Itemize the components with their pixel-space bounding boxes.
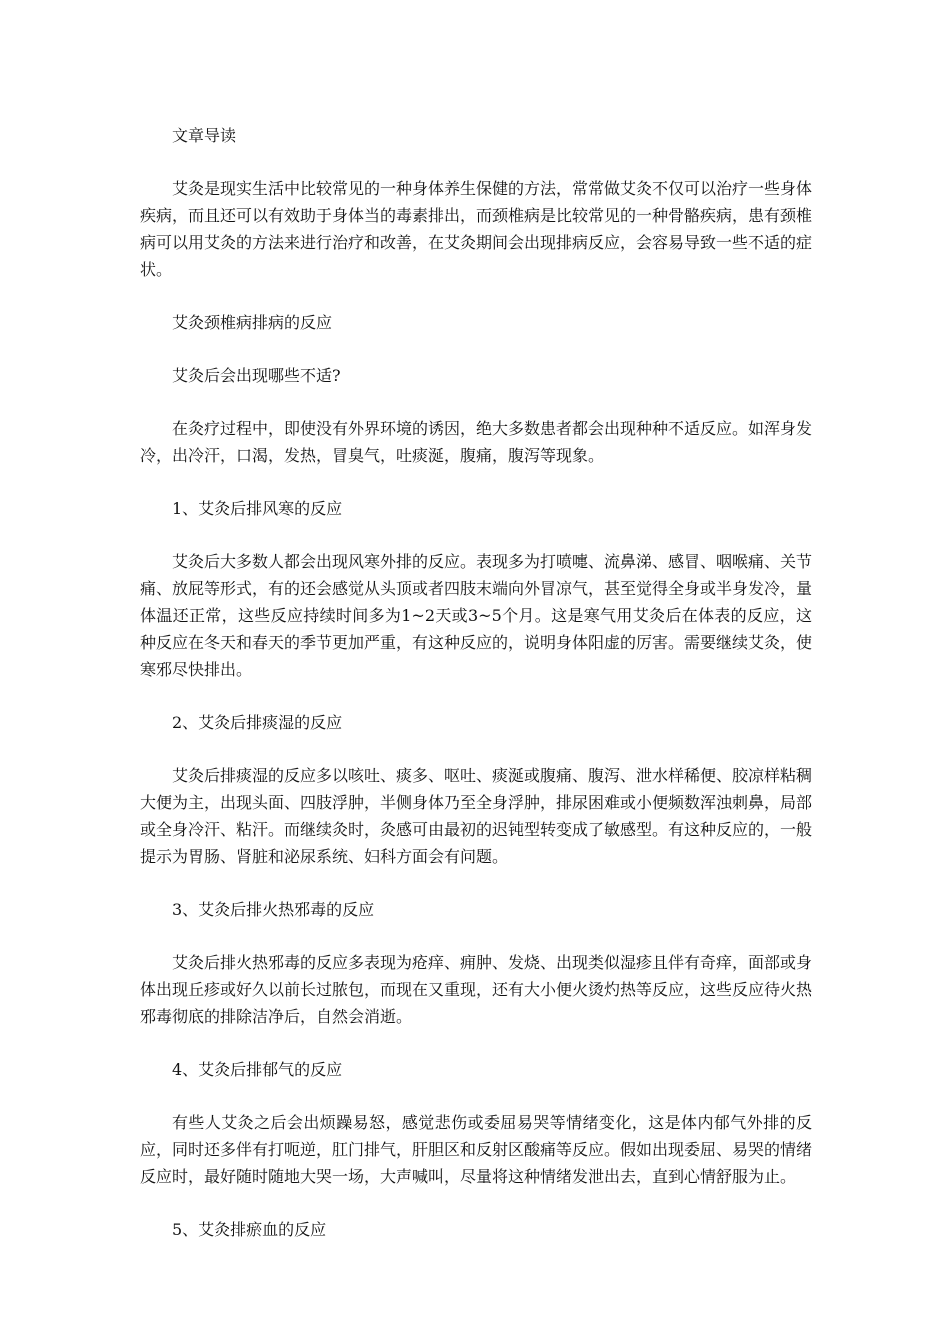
paragraph: 有些人艾灸之后会出烦躁易怒，感觉悲伤或委屈易哭等情绪变化，这是体内郁气外排的反应，同时还多伴有打呃逆，肛门排气，肝胆区和反射区酸痛等反应。假如出现委屈、易哭的情绪反应时，最好随时随地大哭一场，大声喊叫，尽量将这种情绪发泄出去，直到心情舒服为止。 [140, 1113, 813, 1186]
section-heading: 2、艾灸后排痰湿的反应 [172, 713, 343, 732]
section-heading: 5、艾灸排瘀血的反应 [172, 1220, 327, 1239]
paragraph: 艾灸是现实生活中比较常见的一种身体养生保健的方法，常常做艾灸不仅可以治疗一些身体疾病，而且还可以有效助于身体当的毒素排出，而颈椎病是比较常见的一种骨骼疾病，患有颈椎病可以用艾灸的方法来进行治疗和改善，在艾灸期间会出现排病反应，会容易导致一些不适的症状。 [140, 179, 813, 279]
paragraph: 艾灸后排痰湿的反应多以咳吐、痰多、呕吐、痰涎或腹痛、腹泻、泄水样稀便、胶凉样粘稠大便为主，出现头面、四肢浮肿，半侧身体乃至全身浮肿，排尿困难或小便频数浑浊刺鼻，局部或全身冷汗、粘汗。而继续灸时，灸感可由最初的迟钝型转变成了敏感型。有这种反应的，一般提示为胃肠、肾脏和泌尿系统、妇科方面会有问题。 [140, 766, 813, 866]
section-heading: 4、艾灸后排郁气的反应 [172, 1060, 343, 1079]
section-heading: 文章导读 [172, 126, 237, 145]
document-body [140, 122, 812, 1269]
paragraph: 艾灸后排火热邪毒的反应多表现为疮痒、痈肿、发烧、出现类似湿疹且伴有奇痒，面部或身体出现丘疹或好久以前长过脓包，而现在又重现，还有大小便火烫灼热等反应，这些反应待火热邪毒彻底的排除洁净后，自然会消逝。 [140, 953, 813, 1026]
section-heading: 3、艾灸后排火热邪毒的反应 [172, 900, 375, 919]
section-heading: 艾灸颈椎病排病的反应 [172, 313, 333, 332]
paragraph: 在灸疗过程中，即使没有外界环境的诱因，绝大多数患者都会出现种种不适反应。如浑身发冷，出冷汗，口渴，发热，冒臭气，吐痰涎，腹痛，腹泻等现象。 [140, 419, 813, 465]
section-heading: 1、艾灸后排风寒的反应 [172, 499, 343, 518]
section-heading: 艾灸后会出现哪些不适? [172, 366, 341, 385]
paragraph: 艾灸后大多数人都会出现风寒外排的反应。表现多为打喷嚏、流鼻涕、感冒、咽喉痛、关节痛、放屁等形式，有的还会感觉从头顶或者四肢末端向外冒凉气，甚至觉得全身或半身发冷，量体温还正常，这些反应持续时间多为1~2天或3~5个月。这是寒气用艾灸后在体表的反应，这种反应在冬天和春天的季节更加严重，有这种反应的，说明身体阳虚的厉害。需要继续艾灸，使寒邪尽快排出。 [140, 552, 813, 679]
